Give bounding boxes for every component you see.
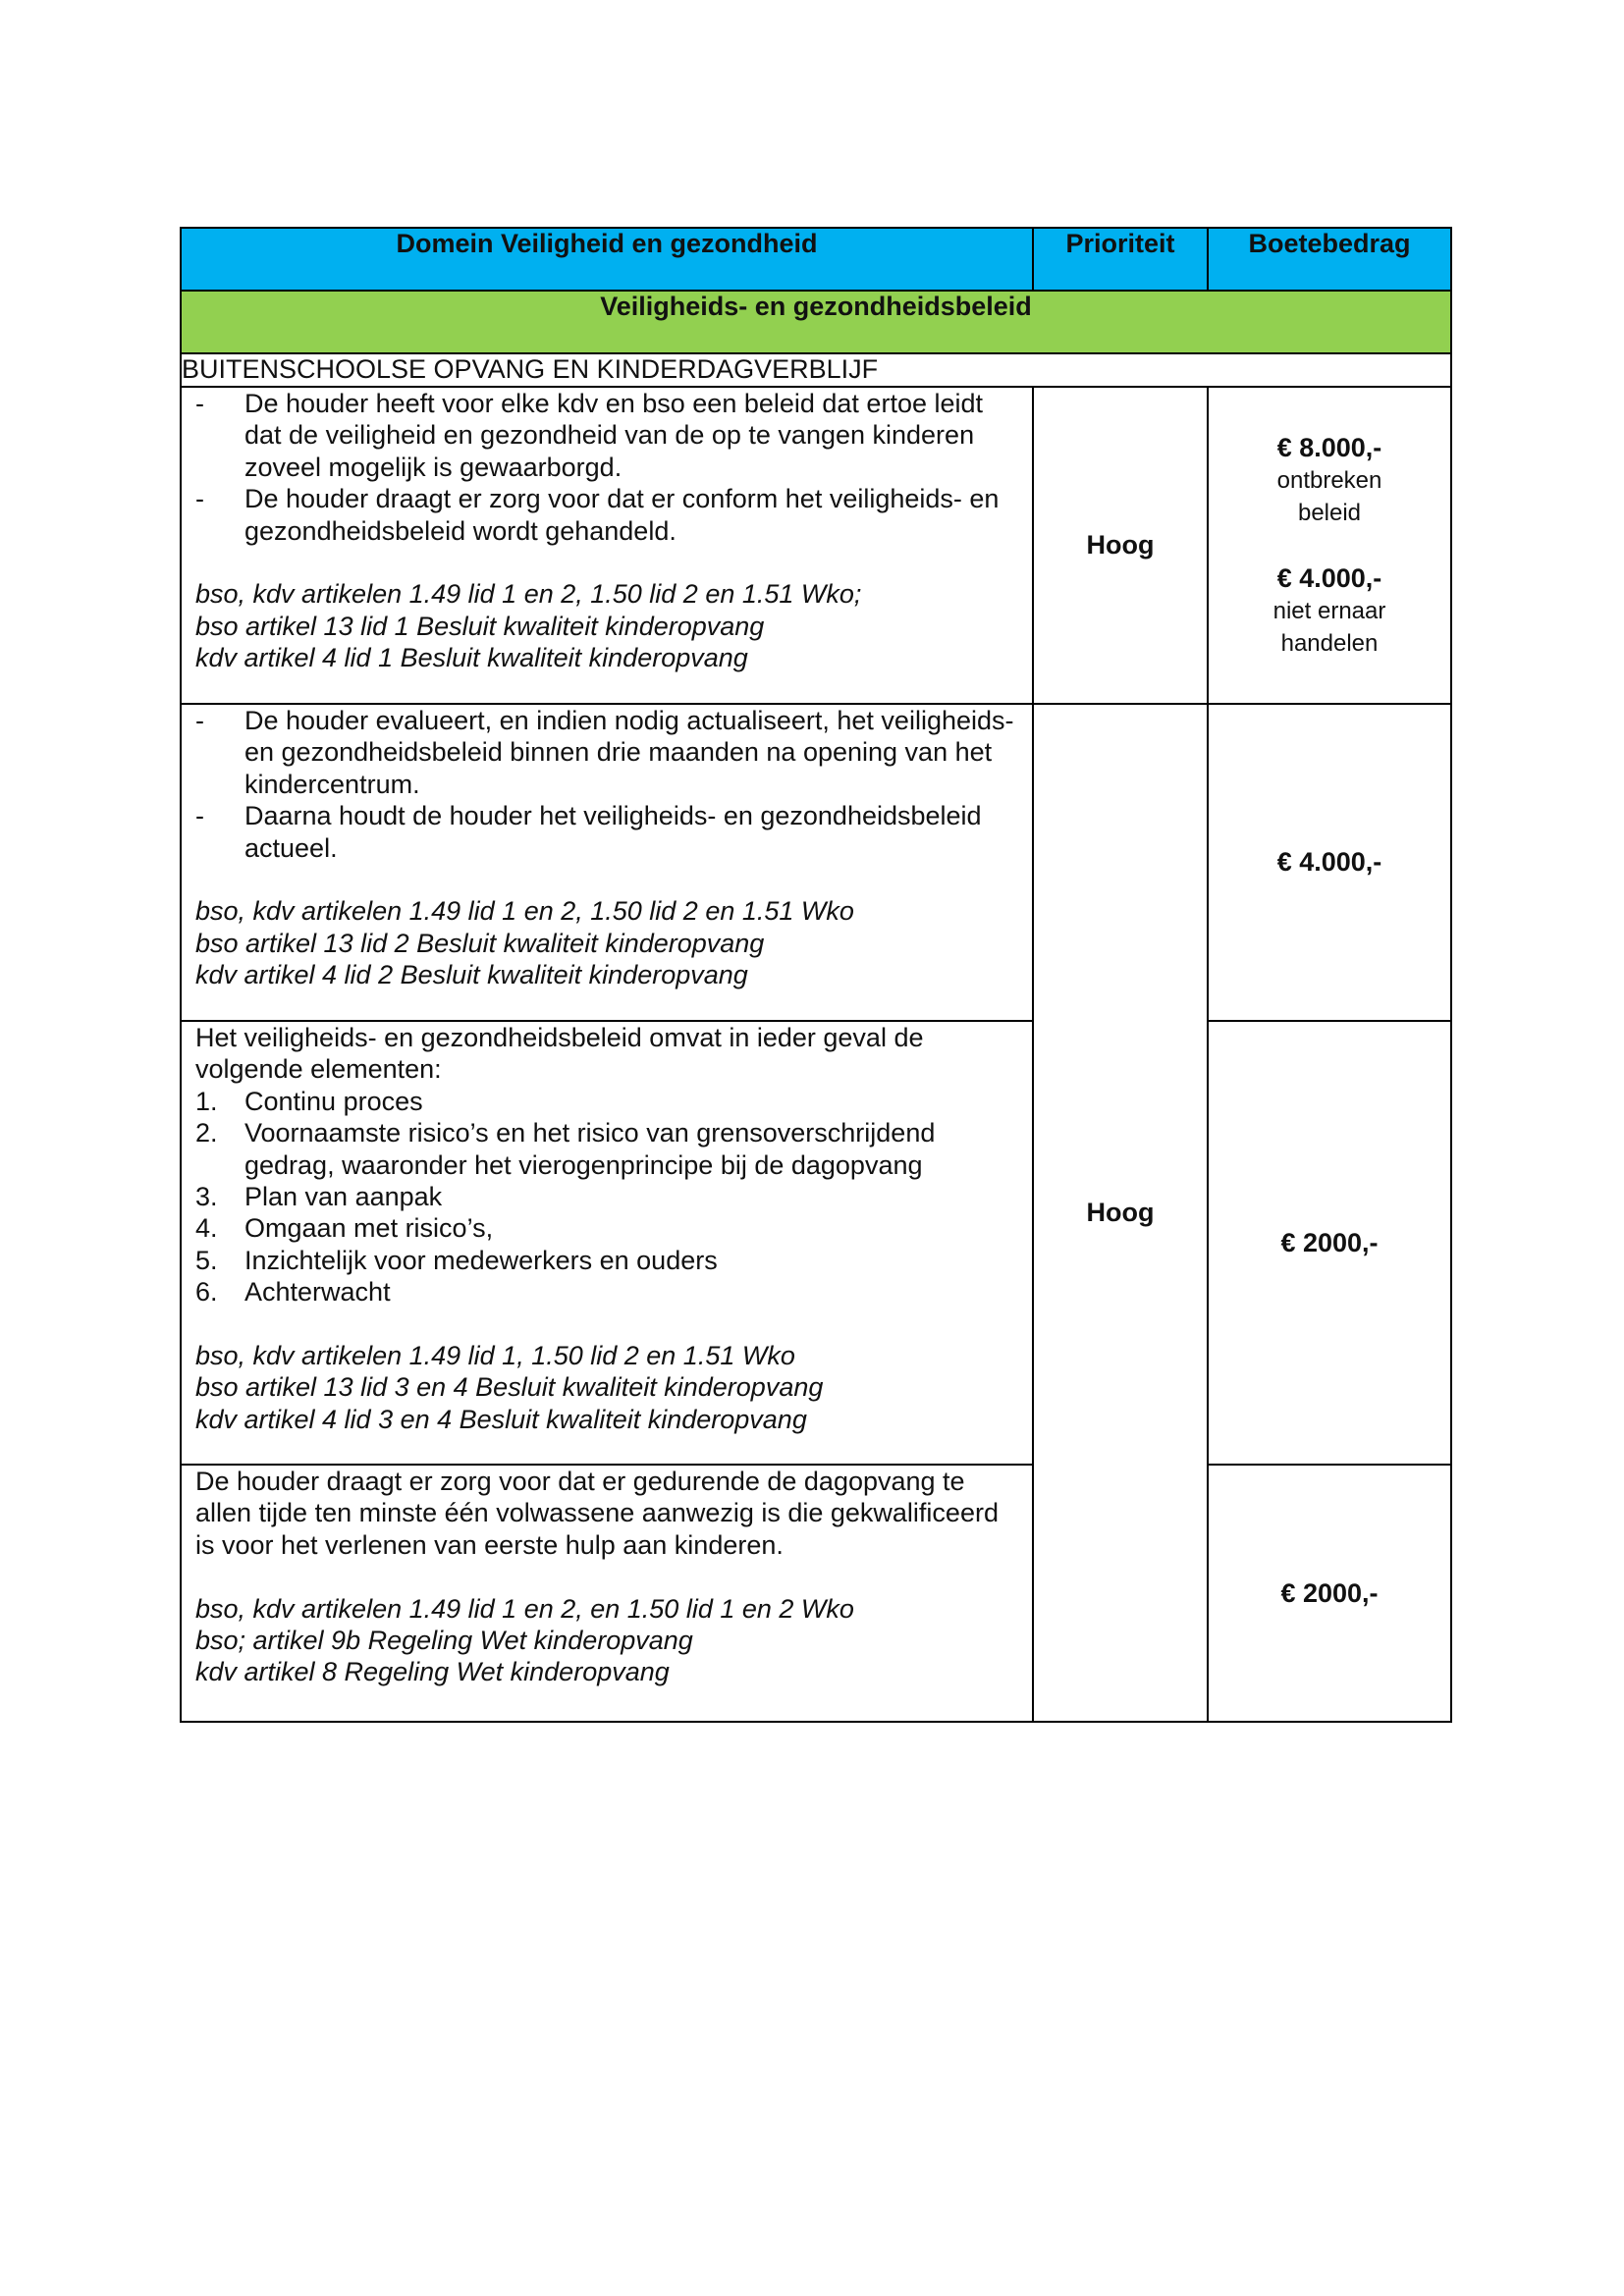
list-text: Omgaan met risico’s, bbox=[244, 1213, 494, 1244]
legal-reference: kdv artikel 8 Regeling Wet kinderopvang bbox=[195, 1657, 670, 1687]
fine-amount: € 2000,- bbox=[1280, 1577, 1379, 1608]
table-row bbox=[181, 387, 1451, 704]
legal-reference: bso, kdv artikelen 1.49 lid 1 en 2, 1.50 lid 2 en 1.51 Wko bbox=[195, 896, 854, 927]
header-domain: Domein Veiligheid en gezondheid bbox=[181, 228, 1033, 291]
list-marker: - bbox=[195, 389, 204, 418]
legal-reference: bso, kdv artikelen 1.49 lid 1, 1.50 lid 2 en 1.51 Wko bbox=[195, 1341, 795, 1371]
legal-reference: bso artikel 13 lid 2 Besluit kwaliteit kinderopvang bbox=[195, 928, 765, 958]
fine-note: handelen bbox=[1280, 629, 1379, 657]
list-item bbox=[195, 800, 1018, 864]
requirement-cell bbox=[181, 387, 1033, 704]
fine-cell bbox=[1208, 1021, 1451, 1465]
fine-cell bbox=[1208, 1465, 1451, 1722]
list-item bbox=[195, 1245, 1018, 1276]
list-text: De houder evalueert, en indien nodig actualiseert, het veiligheids- en gezondheidsbeleid binnen drie maanden na opening van het kindercentrum. bbox=[244, 706, 1014, 799]
fine-cell bbox=[1208, 387, 1451, 704]
list-marker: 5. bbox=[195, 1245, 218, 1275]
list-text: De houder heeft voor elke kdv en bso een beleid dat ertoe leidt dat de veiligheid en gezondheid van de op te vangen kinderen zoveel mogelijk is gewaarborgd. bbox=[244, 389, 984, 482]
fine-cell bbox=[1208, 704, 1451, 1021]
legal-reference: bso artikel 13 lid 3 en 4 Besluit kwaliteit kinderopvang bbox=[195, 1372, 824, 1403]
header-fine: Boetebedrag bbox=[1208, 228, 1451, 291]
list-marker: 4. bbox=[195, 1213, 218, 1244]
list-item bbox=[195, 1212, 1018, 1244]
category-label: BUITENSCHOOLSE OPVANG EN KINDERDAGVERBLIJF bbox=[181, 353, 1451, 387]
fine-note: niet ernaar bbox=[1272, 597, 1386, 624]
table-row bbox=[181, 1465, 1451, 1722]
legal-reference: bso artikel 13 lid 1 Besluit kwaliteit kinderopvang bbox=[195, 611, 765, 641]
table-row bbox=[181, 1021, 1451, 1465]
intro-text: De houder draagt er zorg voor dat er gedurende de dagopvang te allen tijde ten minste één volwassene aanwezig is die gekwalificeerd is voor het verlenen van eerste hulp aan kinderen. bbox=[195, 1467, 999, 1560]
table-row bbox=[181, 704, 1451, 1021]
list-text: Continu proces bbox=[244, 1086, 423, 1116]
list-marker: - bbox=[195, 801, 204, 831]
priority-cell: Hoog bbox=[1033, 387, 1208, 704]
intro-text: Het veiligheids- en gezondheidsbeleid omvat in ieder geval de volgende elementen: bbox=[195, 1023, 924, 1085]
list-marker: 1. bbox=[195, 1086, 218, 1116]
list-item bbox=[195, 705, 1018, 800]
legal-reference: kdv artikel 4 lid 2 Besluit kwaliteit kinderopvang bbox=[195, 960, 748, 990]
fine-amount: € 8.000,- bbox=[1276, 432, 1382, 462]
list-item bbox=[195, 1117, 1018, 1181]
list-item bbox=[195, 1276, 1018, 1308]
section-row bbox=[181, 291, 1451, 353]
section-title: Veiligheids- en gezondheidsbeleid bbox=[181, 291, 1451, 353]
fine-amount: € 4.000,- bbox=[1276, 847, 1382, 877]
list-marker: 3. bbox=[195, 1182, 218, 1212]
header-priority: Prioriteit bbox=[1033, 228, 1208, 291]
list-item bbox=[195, 1181, 1018, 1212]
list-text: Achterwacht bbox=[244, 1277, 391, 1308]
list-text: Daarna houdt de houder het veiligheids- en gezondheidsbeleid actueel. bbox=[244, 801, 982, 863]
fine-note: ontbreken bbox=[1276, 466, 1382, 494]
list-marker: 2. bbox=[195, 1118, 218, 1148]
list-text: De houder draagt er zorg voor dat er conform het veiligheids- en gezondheidsbeleid wordt gehandeld. bbox=[244, 484, 1000, 546]
list-item bbox=[195, 483, 1018, 547]
priority-cell: Hoog bbox=[1033, 704, 1208, 1722]
list-marker: - bbox=[195, 484, 204, 514]
category-row bbox=[181, 353, 1451, 387]
list-marker: - bbox=[195, 706, 204, 735]
inspection-table bbox=[180, 227, 1452, 1723]
fine-amount: € 2000,- bbox=[1280, 1227, 1379, 1257]
fine-amount: € 4.000,- bbox=[1276, 562, 1382, 593]
legal-reference: bso; artikel 9b Regeling Wet kinderopvang bbox=[195, 1626, 693, 1656]
legal-reference: bso, kdv artikelen 1.49 lid 1 en 2, en 1.50 lid 1 en 2 Wko bbox=[195, 1593, 854, 1624]
list-text: Voornaamste risico’s en het risico van grensoverschrijdend gedrag, waaronder het vierogenprincipe bij de dagopvang bbox=[244, 1118, 936, 1180]
list-item bbox=[195, 1086, 1018, 1117]
legal-reference: kdv artikel 4 lid 1 Besluit kwaliteit kinderopvang bbox=[195, 643, 748, 673]
list-item bbox=[195, 388, 1018, 483]
requirement-cell bbox=[181, 1465, 1033, 1722]
legal-reference: bso, kdv artikelen 1.49 lid 1 en 2, 1.50 lid 2 en 1.51 Wko; bbox=[195, 579, 862, 610]
list-marker: 6. bbox=[195, 1277, 218, 1308]
table-header-row bbox=[181, 228, 1451, 291]
list-text: Inzichtelijk voor medewerkers en ouders bbox=[244, 1245, 718, 1275]
fine-note: beleid bbox=[1297, 499, 1362, 526]
requirement-cell bbox=[181, 1021, 1033, 1465]
legal-reference: kdv artikel 4 lid 3 en 4 Besluit kwaliteit kinderopvang bbox=[195, 1404, 807, 1434]
list-text: Plan van aanpak bbox=[244, 1182, 443, 1212]
requirement-cell bbox=[181, 704, 1033, 1021]
